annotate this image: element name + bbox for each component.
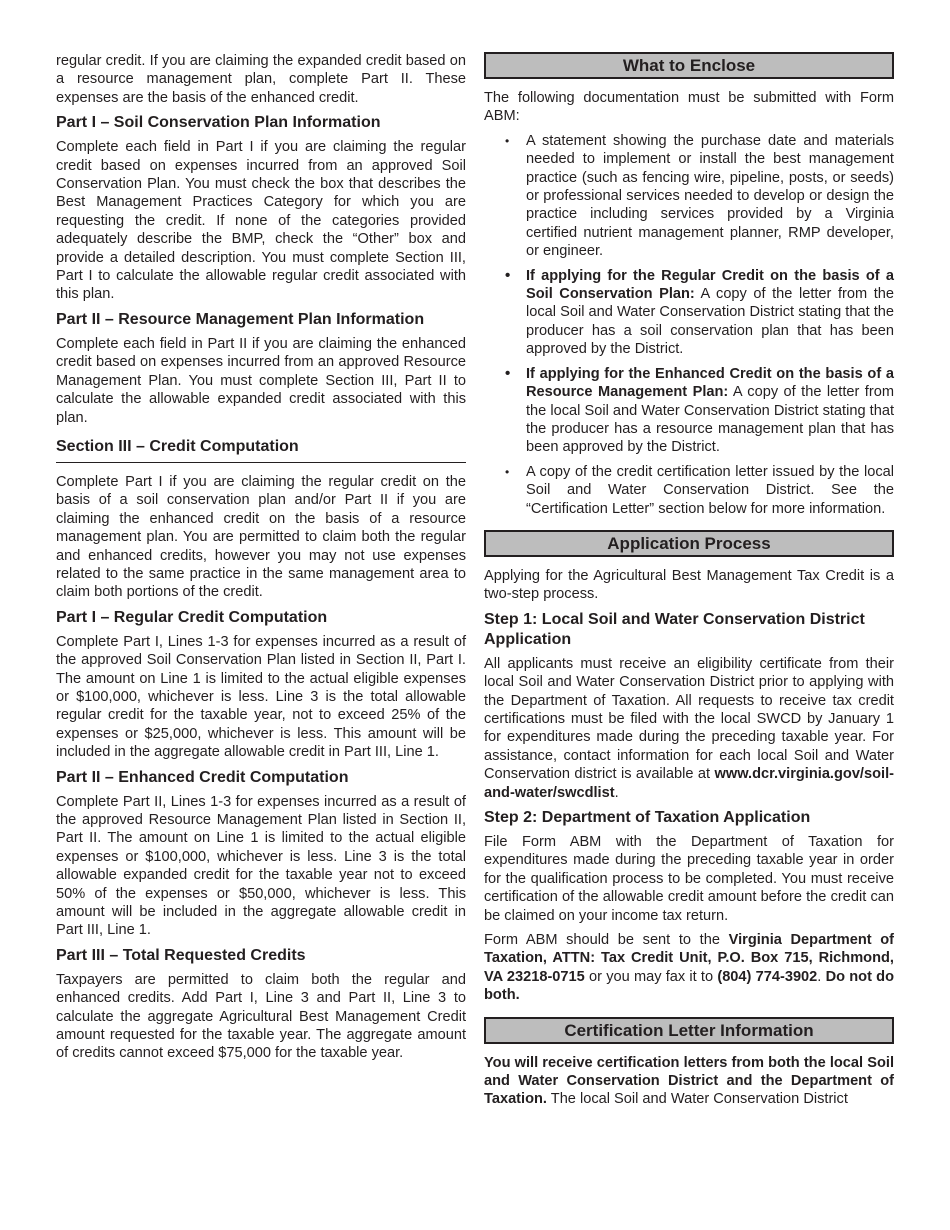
- enclose-intro: The following documentation must be submitted with Form ABM:: [484, 90, 894, 125]
- send-instructions: Form ABM should be sent to the Virginia Department of Taxation, ATTN: Tax Credit Unit, P.O. Box 715, Richmond, VA 23218-0715 or you may fax it to (804) 774-3902. Do not do both.: [484, 932, 895, 1004]
- step1-text: All applicants must receive an eligibility certificate from their local Soil and Water Conservation District prior to applying with the Department of Taxation. All requests to receive tax credit certifications must be filed with the local SWCD by January 1 for expenditures made during the preceding taxable year. For assistance, contact information for each local Soil and Water Conservation district is available at www.dcr.virginia.gov/soil-and-water/swcdlist.: [484, 655, 894, 801]
- application-process-header: Application Process: [484, 530, 894, 557]
- swcd-list-link[interactable]: www.dcr.virginia.gov/soil-and-water/swcdlist: [484, 766, 894, 801]
- section3-heading: Section III – Credit Computation: [56, 437, 466, 463]
- enclose-item: • If applying for the Enhanced Credit on the basis of a Resource Management Plan: A copy of the letter from the local Soil and Water Conservation District stating that the producer has a resource management plan that has been approved by the District.: [484, 365, 894, 457]
- intro-continued: regular credit. If you are claiming the expanded credit based on a resource management plan, complete Part II. These expenses are the basis of the enhanced credit.: [56, 53, 466, 106]
- total-credits-text: Taxpayers are permitted to claim both the regular and enhanced credits. Add Part I, Line 3 and Part II, Line 3 to calculate the aggregate Agricultural Best Management Credit amount requested for the taxable year. The aggregate amount of credits cannot exceed $75,000 for the taxable year.: [56, 971, 466, 1062]
- regular-credit-text: Complete Part I, Lines 1-3 for expenses incurred as a result of the approved Soil Conservation Plan listed in Section II, Part I. The amount on Line 1 is limited to the actual eligible expenses or $100,000, whichever is less. Line 3 is the total allowable regular credit for the taxable year, not to exceed 25% of the expenses or $25,000, whichever is less. This amount will be included in the aggregate allowable credit in Part III, Line 1.: [56, 633, 466, 761]
- mailing-address: Virginia Department of Taxation, ATTN: Tax Credit Unit, P.O. Box 715, Richmond, VA 23218-0715: [484, 932, 895, 985]
- part2-text: Complete each field in Part II if you are claiming the enhanced credit based on expenses incurred from an approved Resource Management Plan. You must complete Section III, Part II to calculate the allowable expanded credit associated with this plan.: [56, 335, 466, 426]
- certification-letter-header: Certification Letter Information: [484, 1017, 894, 1044]
- enclose-item: • A copy of the credit certification letter issued by the local Soil and Water Conservation District. See the “Certification Letter” section below for more information.: [484, 463, 894, 518]
- what-to-enclose-header: What to Enclose: [484, 52, 894, 79]
- part2-heading: Part II – Resource Management Plan Information: [56, 310, 425, 328]
- step1-heading: Step 1: Local Soil and Water Conservation District Application: [484, 610, 865, 648]
- total-credits-heading: Part III – Total Requested Credits: [56, 946, 306, 964]
- process-intro: Applying for the Agricultural Best Management Tax Credit is a two-step process.: [484, 567, 894, 603]
- section3-text: Complete Part I if you are claiming the regular credit on the basis of a soil conservation plan and/or Part II if you are claiming the enhanced credit on the basis of a resource management plan. You are permitted to claim both the regular and enhanced credits, however you may not use expenses related to the same practice in the same management area to claim both portions of the credit.: [56, 473, 466, 601]
- part1-text: Complete each field in Part I if you are claiming the regular credit based on expenses incurred from an approved Soil Conservation Plan. You must check the box that describes the Best Management Practices Category for which you are requesting the credit. If none of the categories provided adequately describe the BMP, check the “Other” box and provide a detailed description. You must complete Section III, Part I to calculate the allowable regular credit associated with this plan.: [56, 139, 466, 303]
- step2-heading: Step 2: Department of Taxation Application: [484, 809, 811, 826]
- regular-credit-heading: Part I – Regular Credit Computation: [56, 608, 328, 626]
- right-column: [484, 52, 894, 1115]
- do-not-do-both: Do not do both.: [484, 968, 894, 1004]
- part1-heading: Part I – Soil Conservation Plan Information: [56, 114, 381, 132]
- enhanced-credit-text: Complete Part II, Lines 1-3 for expenses incurred as a result of the approved Resource Management Plan listed in Section II, Part II. The amount on Line 1 is limited to the actual eligible expenses or $100,000, whichever is less. Line 3 is the total allowable expanded credit for the taxable year not to exceed 50% of the expenses or $50,000, whichever is less. This amount will be included in the aggregate allowable credit in Part III, Line 1.: [56, 793, 466, 939]
- enhanced-credit-heading: Part II – Enhanced Credit Computation: [56, 768, 349, 786]
- fax-number: (804) 774-3902: [717, 968, 818, 985]
- enclose-item: • A statement showing the purchase date and materials needed to implement or install the best management practice (such as fencing wire, pipeline, posts, or seeds) or professional services needed to develop or design the practice including services provided by a Virginia certified nutrient management planner, RMP developer, or engineer.: [484, 132, 894, 261]
- left-column: [56, 52, 466, 1069]
- cert-text: You will receive certification letters from both the local Soil and Water Conservation District and the Department of Taxation. The local Soil and Water Conservation District: [484, 1054, 894, 1108]
- enclose-item: • If applying for the Regular Credit on the basis of a Soil Conservation Plan: A copy of the letter from the local Soil and Water Conservation District stating that the producer has a soil conservation plan that has been approved by the District.: [484, 267, 894, 359]
- enclose-list: [484, 132, 894, 518]
- step2-text: File Form ABM with the Department of Taxation for expenditures made during the preceding taxable year in order for the qualification process to be completed. You must receive certification of the allowable credit amount before the credit can be claimed on your income tax return.: [484, 834, 894, 924]
